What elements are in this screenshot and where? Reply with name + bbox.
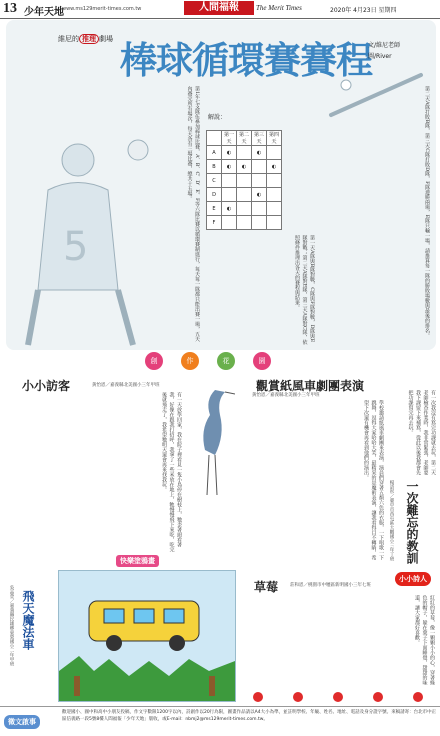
site-url[interactable]: www.ms129merit-times.com.tw bbox=[62, 6, 142, 12]
illustrator: 圖/River bbox=[368, 53, 392, 60]
picture-caption: 飛天魔法車 bbox=[21, 590, 35, 650]
badge-suffix: 劇場 bbox=[99, 35, 113, 43]
author: 文/維尼老師 bbox=[368, 42, 401, 49]
baseball-icon: ◐ bbox=[222, 202, 237, 216]
baseball-icon: ◐ bbox=[222, 160, 237, 174]
poem-text: 紅紅的草莓，像一顆顆小小的心，穿著綠色的帽子，躲在葉子下面睡覺，甜甜的味道，讓大家都好喜歡。 bbox=[414, 595, 435, 685]
grid-row bbox=[207, 216, 282, 230]
little-poet-badge: 小小詩人 bbox=[395, 572, 431, 586]
grid-row bbox=[207, 174, 282, 188]
grid-header: 第二天 bbox=[237, 131, 252, 146]
strawberry-border bbox=[248, 690, 434, 704]
story2-byline: 黃怡恩／嘉義縣北美國小三年甲班 bbox=[252, 393, 320, 398]
baseball-icon: ◐ bbox=[252, 188, 267, 202]
story3-title: 一次難忘的教訓 bbox=[405, 480, 419, 564]
grid-row-label: A bbox=[207, 146, 222, 160]
badge-prefix: 維尼的 bbox=[58, 35, 79, 43]
svg-text:5: 5 bbox=[63, 224, 89, 270]
top-story-right-text: 第二天A隊打敗B隊，第三天C隊打敗D隊，F隊連勝兩場，E隊只輸一場，請推算每一隊的勝敗場數與最後的排名。 bbox=[424, 86, 430, 339]
story1-byline: 黃怡恩／嘉義縣北美國小三年甲班 bbox=[92, 383, 160, 388]
story1-text: 有一天放學回家，我在院子裡看見一隻小鳥停在樹枝上，牠歪著頭看著我，好像在跟我打招呼，我拿了一些米放在地上，牠慢慢飛下來吃，吃完後就飛走了，我希望牠明天還會再來找我玩。 bbox=[161, 392, 182, 552]
flower-icon: 園 bbox=[253, 352, 271, 370]
grid-row-label: C bbox=[207, 174, 222, 188]
grid-corner bbox=[207, 131, 222, 146]
baseball-icon: ◐ bbox=[222, 146, 237, 160]
story3-text: 有一次我沒有寫完功課就去玩，第二天老師檢查作業時，我非常緊張，老師要我下課留下來補寫，從此以後我都會先把功課寫完再去玩。 bbox=[407, 390, 436, 475]
grid-row-label: E bbox=[207, 202, 222, 216]
story2-title: 觀賞紙風車劇團表演 bbox=[256, 379, 365, 393]
grid-header: 第四天 bbox=[267, 131, 282, 146]
grid-row-label: D bbox=[207, 188, 222, 202]
page-number: 13 bbox=[3, 1, 17, 16]
newspaper-logo: 人間福報 bbox=[184, 1, 254, 15]
schedule-grid bbox=[206, 130, 282, 230]
top-story-left-text: 第1年七支隊伍參加棒球比賽，A、B、C、D、E、F等六隊比賽以循環賽制進行，每天每一隊都只能出賽一場，五天內賽完所有場次，每天各有三場比賽，總共十五場。 bbox=[186, 86, 200, 342]
call-for-submissions-text: 歡迎國小、國中和高中小朋友投稿，作文字數限1200字以內，詩創作以20行為限，圖畫作品請以A4大小為準，並註明學校、年級、姓名、地址、電話及身分證字號。來稿請寄：台北市中正區信義路一段5號8樓人間福報「少年天地」版收，或E-mail：nbmj2@ms129merit-times.com.tw。 bbox=[62, 710, 437, 722]
baseball-icon: ◐ bbox=[267, 160, 282, 174]
story2-text: 學校邀請紙風車劇團來表演，演員們穿著五顏六色的衣服，一下唱歌一下跳舞，逗得大家哈哈大笑，最精采的是魔術表演，讓我看得目不轉睛，希望下次還有機會再看到他們的演出。 bbox=[363, 400, 384, 560]
flower-icon: 創 bbox=[145, 352, 163, 370]
creative-garden-banner bbox=[145, 352, 295, 372]
page-footer bbox=[0, 706, 440, 736]
story-badge bbox=[58, 34, 113, 44]
child-drawing bbox=[58, 570, 236, 702]
top-story-credits bbox=[368, 40, 400, 62]
poem-title: 草莓 bbox=[254, 580, 279, 594]
picture-byline: 吳品萱／嘉義縣民雄鄉東榮國小二年甲班 bbox=[9, 585, 14, 666]
story3-byline: 楊語彤／臺中市西屯區大鵬國小三年丁班 bbox=[389, 480, 394, 561]
flying-car-drawing bbox=[59, 571, 235, 701]
flower-icon: 花 bbox=[217, 352, 235, 370]
badge-word: 推理 bbox=[79, 34, 99, 44]
newspaper-name-en: The Merit Times bbox=[256, 4, 302, 12]
grid-row bbox=[207, 160, 282, 174]
grid-row-label: F bbox=[207, 216, 222, 230]
grid-row bbox=[207, 202, 282, 216]
section-name: 少年天地 bbox=[24, 7, 64, 18]
baseball-icon: ◐ bbox=[237, 160, 252, 174]
baseball-icon: ◐ bbox=[252, 146, 267, 160]
grid-header: 第三天 bbox=[252, 131, 267, 146]
call-for-submissions-tag: 徵文啟事 bbox=[4, 715, 40, 729]
poem-byline: 莊和恩／桃園市中壢區新明國小三年七班 bbox=[290, 583, 371, 588]
flower-icon: 作 bbox=[181, 352, 199, 370]
issue-date: 2020年 4月23日 星期四 bbox=[330, 7, 397, 14]
grid-row-label: B bbox=[207, 160, 222, 174]
grid-row bbox=[207, 146, 282, 160]
grid-header-row bbox=[207, 131, 282, 146]
picture-section-title: 快樂塗鴉畫 bbox=[116, 555, 159, 567]
page-header bbox=[0, 0, 440, 19]
grid-row bbox=[207, 188, 282, 202]
top-story-mid-text: 第一天A隊與B隊對戰，C隊與F隊對戰，D隊與E隊對戰；第二天A隊對E隊，第三天A隊對C隊，依照條件推理出各天的賽程與結果。 bbox=[294, 235, 315, 345]
heron-illustration bbox=[185, 380, 235, 500]
top-story-title: 棒球循環賽賽程 bbox=[120, 39, 372, 82]
grid-header: 第一天 bbox=[222, 131, 237, 146]
answer-label: 解說： bbox=[208, 114, 227, 121]
story1-title: 小小訪客 bbox=[22, 379, 71, 393]
